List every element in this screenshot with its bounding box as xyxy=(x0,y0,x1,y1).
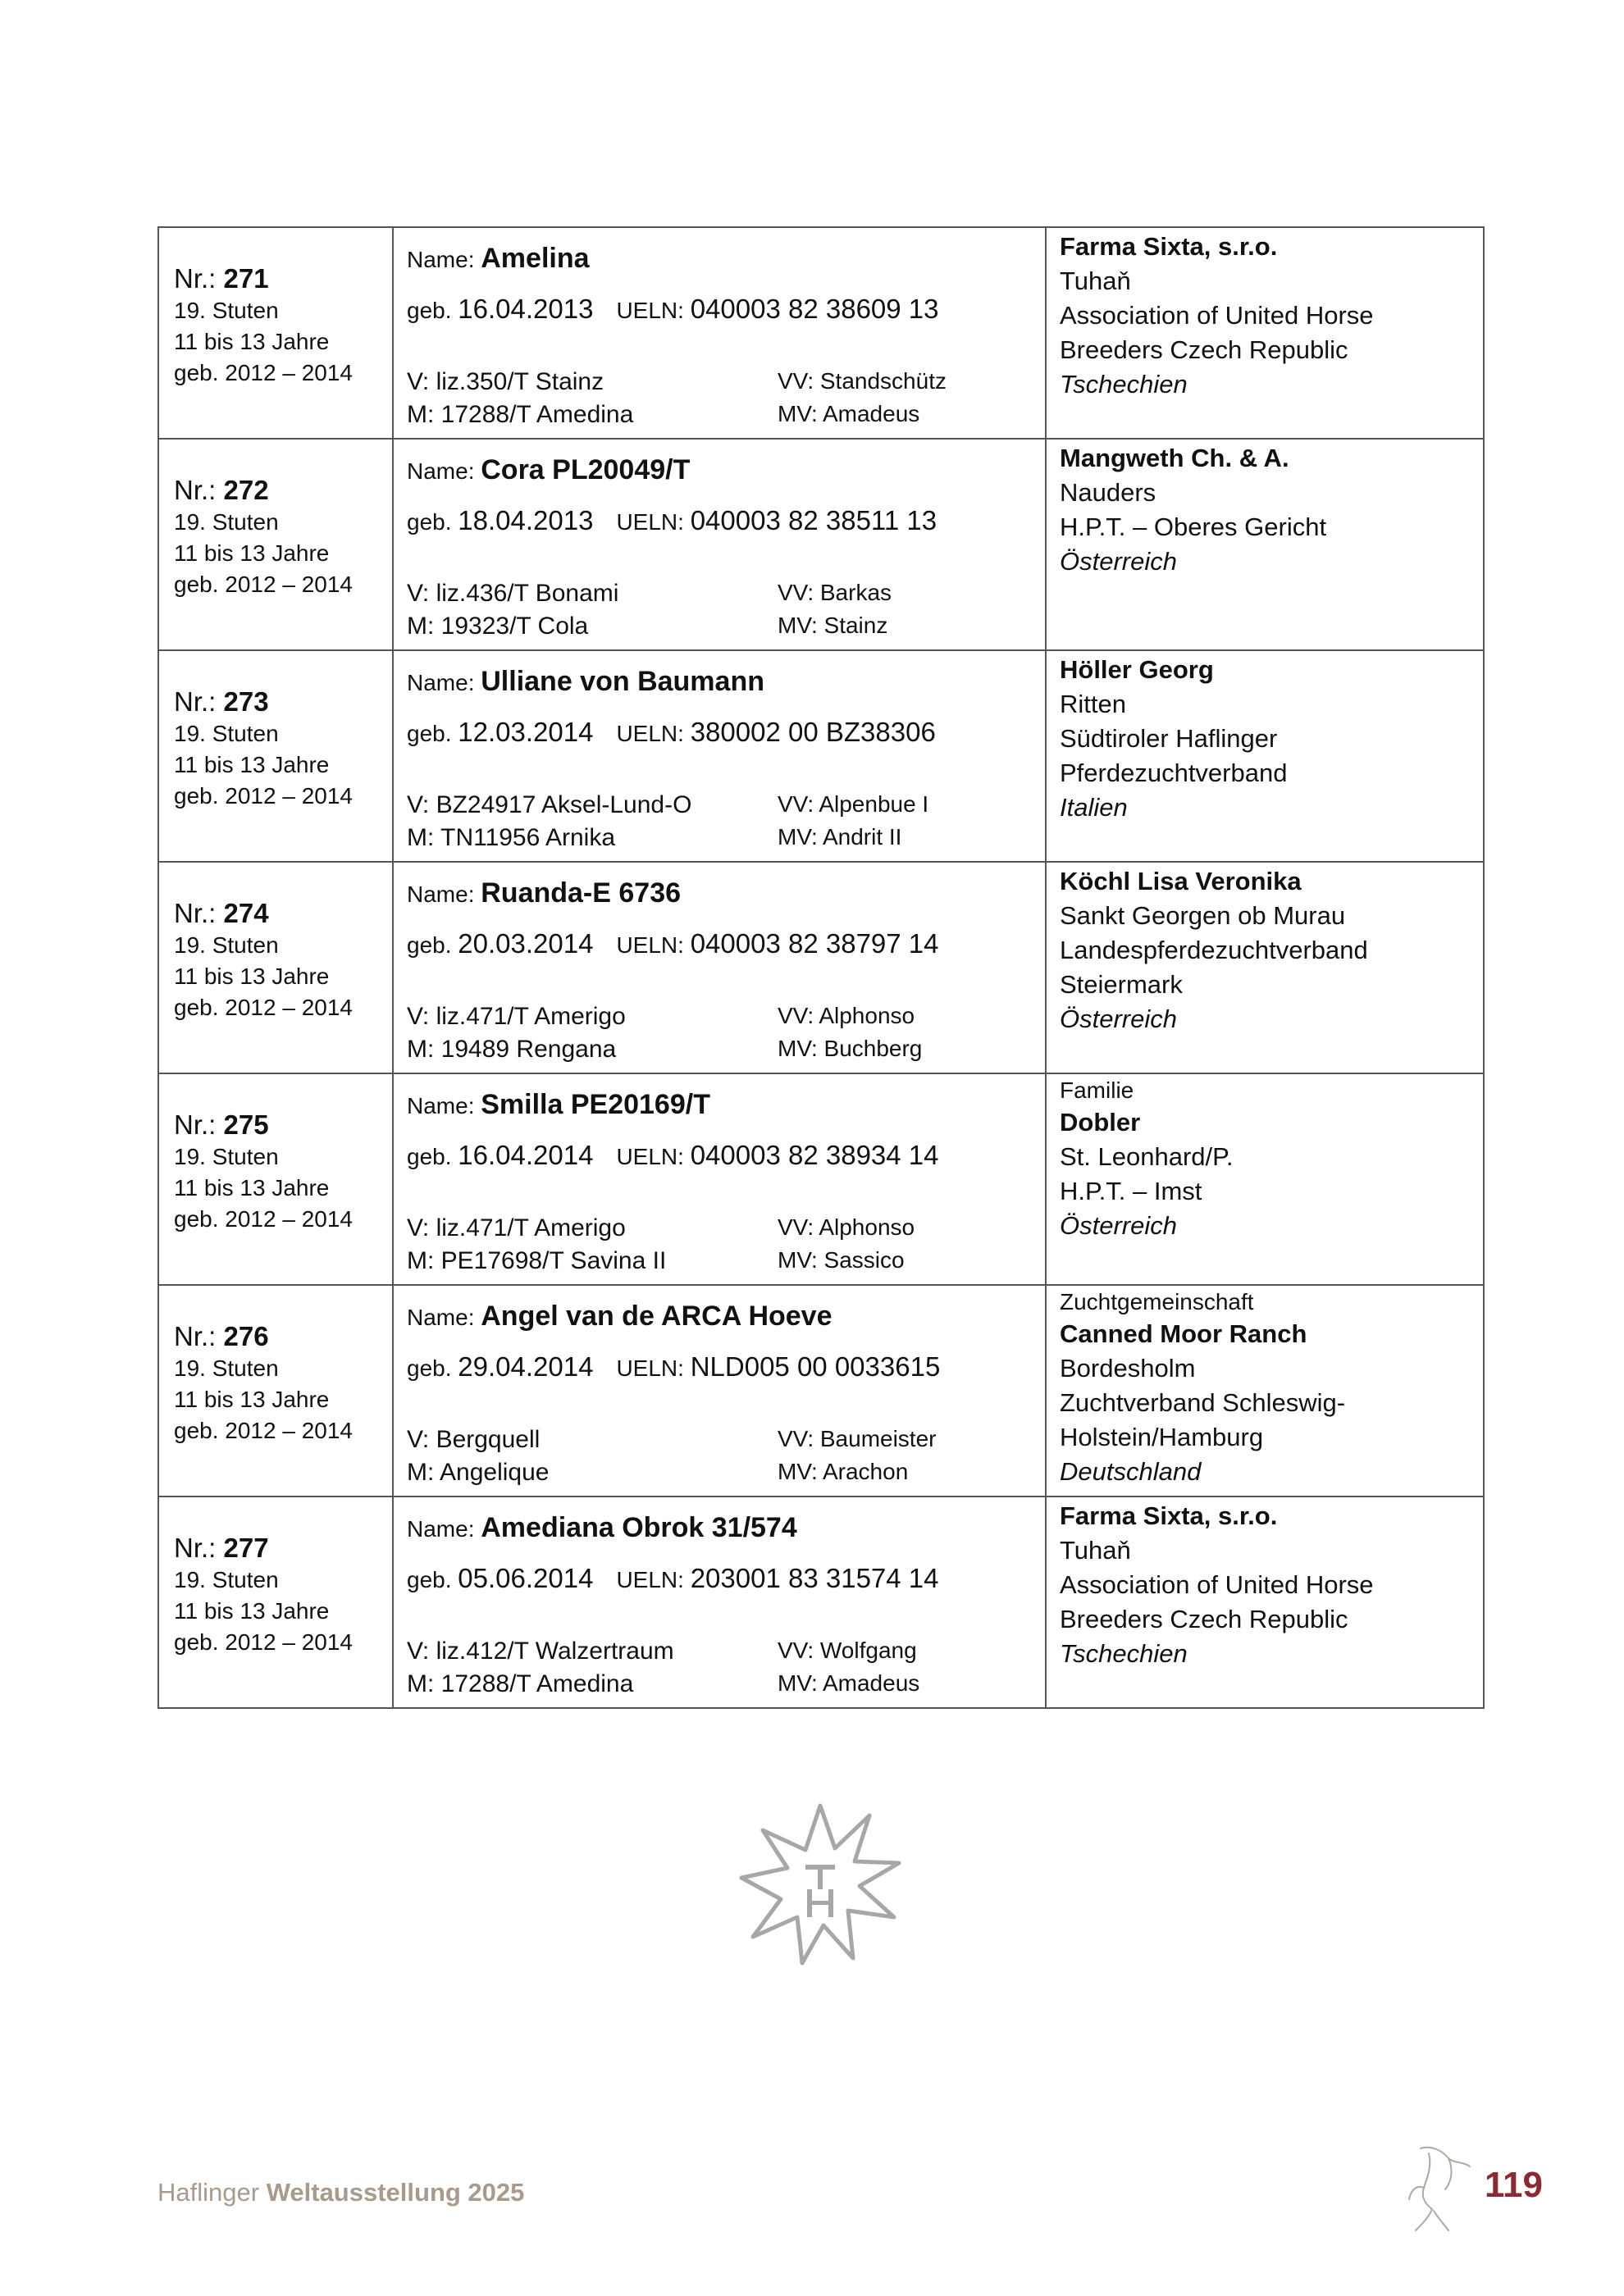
entry-born-range: geb. 2012 – 2014 xyxy=(174,1418,353,1443)
sire-of-dam: MV: Amadeus xyxy=(778,1670,920,1696)
entry-owner-cell xyxy=(1046,650,1484,862)
entry-age: 11 bis 13 Jahre xyxy=(174,329,330,354)
owner-line: Höller Georg xyxy=(1060,655,1214,684)
horse-name: Amelina xyxy=(481,243,590,274)
dam: M: 17288/T Amedina xyxy=(407,1670,634,1697)
sire: V: liz.350/T Stainz xyxy=(407,368,604,395)
entry-born-range: geb. 2012 – 2014 xyxy=(174,572,353,597)
entry-number: Nr.: 271 xyxy=(174,263,269,294)
entry-born-range: geb. 2012 – 2014 xyxy=(174,360,353,385)
entry-owner-cell xyxy=(1046,1496,1484,1708)
owner-line: Association of United Horse xyxy=(1060,1570,1374,1599)
horse-name-line: Name: Ulliane von Baumann xyxy=(407,666,764,697)
birth-date: 29.04.2014 xyxy=(458,1351,594,1382)
sire-of-sire: VV: Barkas xyxy=(778,580,892,605)
page-number: 119 xyxy=(1485,2165,1543,2205)
owner-line: Zuchtgemeinschaft xyxy=(1060,1289,1254,1314)
owner-line: Steiermark xyxy=(1060,970,1183,999)
pedigree xyxy=(407,1424,1047,1489)
entry-number-cell xyxy=(158,1073,393,1285)
ueln-number: 203001 83 31574 14 xyxy=(690,1563,939,1593)
sire: V: liz.412/T Walzertraum xyxy=(407,1638,674,1665)
horse-name-line: Name: Ruanda-E 6736 xyxy=(407,877,682,909)
sire: V: liz.471/T Amerigo xyxy=(407,1003,626,1030)
entry-row xyxy=(158,1496,1484,1708)
owner-line: Köchl Lisa Veronika xyxy=(1060,867,1302,895)
sire-of-dam: MV: Sassico xyxy=(778,1247,905,1273)
entry-class: 19. Stuten xyxy=(174,1144,279,1169)
dam: M: 19323/T Cola xyxy=(407,613,589,640)
sire-of-dam: MV: Buchberg xyxy=(778,1036,923,1061)
owner-line: Pferdezuchtverband xyxy=(1060,758,1288,787)
entry-number: Nr.: 272 xyxy=(174,475,269,505)
sire-of-sire: VV: Wolfgang xyxy=(778,1638,917,1663)
sire-of-sire: VV: Alphonso xyxy=(778,1003,915,1028)
entry-number-cell xyxy=(158,1285,393,1496)
birth-ueln-line: geb. 29.04.2014 UELN: NLD005 00 0033615 xyxy=(407,1351,941,1382)
entry-born-range: geb. 2012 – 2014 xyxy=(174,995,353,1020)
owner-line: Landespferdezuchtverband xyxy=(1060,936,1368,964)
owner-line: Breeders Czech Republic xyxy=(1060,1605,1348,1633)
entry-horse-cell xyxy=(393,439,1046,650)
owner-line: Österreich xyxy=(1060,1004,1177,1033)
edelweiss-logo-icon xyxy=(738,1797,902,1970)
entry-class: 19. Stuten xyxy=(174,509,279,535)
horse-name-line: Name: Cora PL20049/T xyxy=(407,454,691,485)
ueln-number: 040003 82 38934 14 xyxy=(690,1140,939,1170)
entry-horse-cell xyxy=(393,1496,1046,1708)
ueln-number: 040003 82 38797 14 xyxy=(690,928,939,959)
sire-of-dam: MV: Andrit II xyxy=(778,824,902,850)
owner-info xyxy=(1047,228,1483,402)
owner-line: Familie xyxy=(1060,1077,1134,1103)
owner-line: H.P.T. – Imst xyxy=(1060,1177,1202,1205)
owner-info xyxy=(1047,863,1483,1036)
horse-name: Ruanda-E 6736 xyxy=(481,877,682,909)
owner-line: Zuchtverband Schleswig- xyxy=(1060,1388,1346,1417)
owner-line: Sankt Georgen ob Murau xyxy=(1060,901,1346,930)
dam: M: TN11956 Arnika xyxy=(407,824,616,851)
horse-name-line: Name: Angel van de ARCA Hoeve xyxy=(407,1301,833,1332)
entry-horse-cell xyxy=(393,1285,1046,1496)
owner-line: Österreich xyxy=(1060,547,1177,576)
footer-title: Haflinger Weltausstellung 2025 xyxy=(157,2178,525,2207)
entry-age: 11 bis 13 Jahre xyxy=(174,963,330,989)
pedigree xyxy=(407,1212,1047,1278)
entry-row xyxy=(158,1285,1484,1496)
horse-name: Ulliane von Baumann xyxy=(481,666,764,697)
horse-sketch-icon xyxy=(1404,2142,1478,2234)
sire-of-sire: VV: Standschütz xyxy=(778,368,947,394)
owner-line: Italien xyxy=(1060,793,1128,822)
entry-class: 19. Stuten xyxy=(174,932,279,958)
entry-number-cell xyxy=(158,650,393,862)
birth-ueln-line: geb. 16.04.2014 UELN: 040003 82 38934 14 xyxy=(407,1140,939,1170)
entry-horse-cell xyxy=(393,650,1046,862)
entry-class: 19. Stuten xyxy=(174,721,279,746)
ueln-number: NLD005 00 0033615 xyxy=(690,1351,941,1382)
entry-number: Nr.: 276 xyxy=(174,1321,269,1351)
horse-name: Angel van de ARCA Hoeve xyxy=(481,1301,833,1332)
sire-of-dam: MV: Amadeus xyxy=(778,401,920,426)
birth-date: 16.04.2013 xyxy=(458,294,594,324)
owner-info xyxy=(1047,1497,1483,1671)
birth-date: 05.06.2014 xyxy=(458,1563,594,1593)
pedigree xyxy=(407,366,1047,431)
entry-row xyxy=(158,650,1484,862)
dam: M: 19489 Rengana xyxy=(407,1036,617,1063)
entry-owner-cell xyxy=(1046,1285,1484,1496)
owner-line: Tuhaň xyxy=(1060,1536,1131,1565)
owner-line: Tuhaň xyxy=(1060,266,1131,295)
owner-info xyxy=(1047,1286,1483,1489)
dam: M: Angelique xyxy=(407,1459,550,1486)
entry-number-cell xyxy=(158,862,393,1073)
entry-number-cell xyxy=(158,439,393,650)
horse-name-line: Name: Amelina xyxy=(407,243,590,274)
sire-of-dam: MV: Arachon xyxy=(778,1459,909,1484)
birth-date: 18.04.2013 xyxy=(458,505,594,535)
birth-date: 20.03.2014 xyxy=(458,928,594,959)
entries-table xyxy=(157,226,1485,1709)
entry-class: 19. Stuten xyxy=(174,1355,279,1381)
entry-number-cell xyxy=(158,1496,393,1708)
entry-owner-cell xyxy=(1046,1073,1484,1285)
birth-ueln-line: geb. 16.04.2013 UELN: 040003 82 38609 13 xyxy=(407,294,939,324)
pedigree xyxy=(407,577,1047,643)
horse-name: Cora PL20049/T xyxy=(481,454,691,485)
entry-age: 11 bis 13 Jahre xyxy=(174,1598,330,1624)
birth-date: 12.03.2014 xyxy=(458,717,594,747)
sire-of-sire: VV: Alphonso xyxy=(778,1214,915,1240)
owner-line: Tschechien xyxy=(1060,1639,1188,1668)
horse-name: Amediana Obrok 31/574 xyxy=(481,1512,797,1543)
pedigree xyxy=(407,1635,1047,1701)
entry-born-range: geb. 2012 – 2014 xyxy=(174,1206,353,1232)
ueln-number: 380002 00 BZ38306 xyxy=(690,717,936,747)
entry-number: Nr.: 277 xyxy=(174,1533,269,1563)
owner-line: Association of United Horse xyxy=(1060,301,1374,330)
owner-info xyxy=(1047,440,1483,579)
entry-row xyxy=(158,227,1484,439)
owner-line: Farma Sixta, s.r.o. xyxy=(1060,232,1278,261)
dam: M: 17288/T Amedina xyxy=(407,401,634,428)
entry-number: Nr.: 274 xyxy=(174,898,269,928)
entry-number: Nr.: 273 xyxy=(174,686,269,717)
owner-line: Deutschland xyxy=(1060,1457,1202,1486)
birth-date: 16.04.2014 xyxy=(458,1140,594,1170)
pedigree xyxy=(407,789,1047,854)
horse-name-line: Name: Smilla PE20169/T xyxy=(407,1089,710,1120)
horse-name-line: Name: Amediana Obrok 31/574 xyxy=(407,1512,797,1543)
entry-class: 19. Stuten xyxy=(174,1567,279,1592)
entry-row xyxy=(158,1073,1484,1285)
entry-horse-cell xyxy=(393,227,1046,439)
birth-ueln-line: geb. 18.04.2013 UELN: 040003 82 38511 13 xyxy=(407,505,937,535)
dam: M: PE17698/T Savina II xyxy=(407,1247,667,1274)
sire: V: liz.471/T Amerigo xyxy=(407,1214,626,1241)
entry-age: 11 bis 13 Jahre xyxy=(174,752,330,777)
owner-line: H.P.T. – Oberes Gericht xyxy=(1060,512,1327,541)
entry-age: 11 bis 13 Jahre xyxy=(174,540,330,566)
ueln-number: 040003 82 38511 13 xyxy=(690,505,937,535)
entries-body xyxy=(158,227,1484,1708)
entry-class: 19. Stuten xyxy=(174,298,279,323)
entry-row xyxy=(158,862,1484,1073)
entry-horse-cell xyxy=(393,862,1046,1073)
sire: V: liz.436/T Bonami xyxy=(407,580,619,607)
entry-owner-cell xyxy=(1046,862,1484,1073)
owner-line: Breeders Czech Republic xyxy=(1060,335,1348,364)
sire-of-dam: MV: Stainz xyxy=(778,613,888,638)
entry-age: 11 bis 13 Jahre xyxy=(174,1175,330,1200)
entry-age: 11 bis 13 Jahre xyxy=(174,1387,330,1412)
birth-ueln-line: geb. 12.03.2014 UELN: 380002 00 BZ38306 xyxy=(407,717,936,747)
owner-line: Dobler xyxy=(1060,1108,1141,1137)
entry-horse-cell xyxy=(393,1073,1046,1285)
entry-born-range: geb. 2012 – 2014 xyxy=(174,783,353,809)
owner-line: Tschechien xyxy=(1060,370,1188,399)
owner-line: Bordesholm xyxy=(1060,1354,1196,1383)
entry-number-cell xyxy=(158,227,393,439)
birth-ueln-line: geb. 20.03.2014 UELN: 040003 82 38797 14 xyxy=(407,928,939,959)
owner-line: Ritten xyxy=(1060,690,1126,718)
sire-of-sire: VV: Alpenbue I xyxy=(778,791,929,817)
entry-owner-cell xyxy=(1046,227,1484,439)
sire: V: Bergquell xyxy=(407,1426,541,1453)
horse-name: Smilla PE20169/T xyxy=(481,1089,710,1120)
sire: V: BZ24917 Aksel-Lund-O xyxy=(407,791,692,818)
ueln-number: 040003 82 38609 13 xyxy=(690,294,939,324)
entry-born-range: geb. 2012 – 2014 xyxy=(174,1629,353,1655)
sire-of-sire: VV: Baumeister xyxy=(778,1426,937,1451)
owner-line: Nauders xyxy=(1060,478,1156,507)
owner-line: Südtiroler Haflinger xyxy=(1060,724,1278,753)
entry-row xyxy=(158,439,1484,650)
owner-info xyxy=(1047,1074,1483,1243)
entry-number: Nr.: 275 xyxy=(174,1109,269,1140)
owner-line: Mangweth Ch. & A. xyxy=(1060,444,1289,472)
owner-line: Canned Moor Ranch xyxy=(1060,1319,1307,1348)
birth-ueln-line: geb. 05.06.2014 UELN: 203001 83 31574 14 xyxy=(407,1563,939,1593)
owner-line: Holstein/Hamburg xyxy=(1060,1423,1264,1451)
owner-info xyxy=(1047,651,1483,825)
owner-line: Farma Sixta, s.r.o. xyxy=(1060,1501,1278,1530)
entry-owner-cell xyxy=(1046,439,1484,650)
pedigree xyxy=(407,1000,1047,1066)
owner-line: Österreich xyxy=(1060,1211,1177,1240)
owner-line: St. Leonhard/P. xyxy=(1060,1142,1234,1171)
